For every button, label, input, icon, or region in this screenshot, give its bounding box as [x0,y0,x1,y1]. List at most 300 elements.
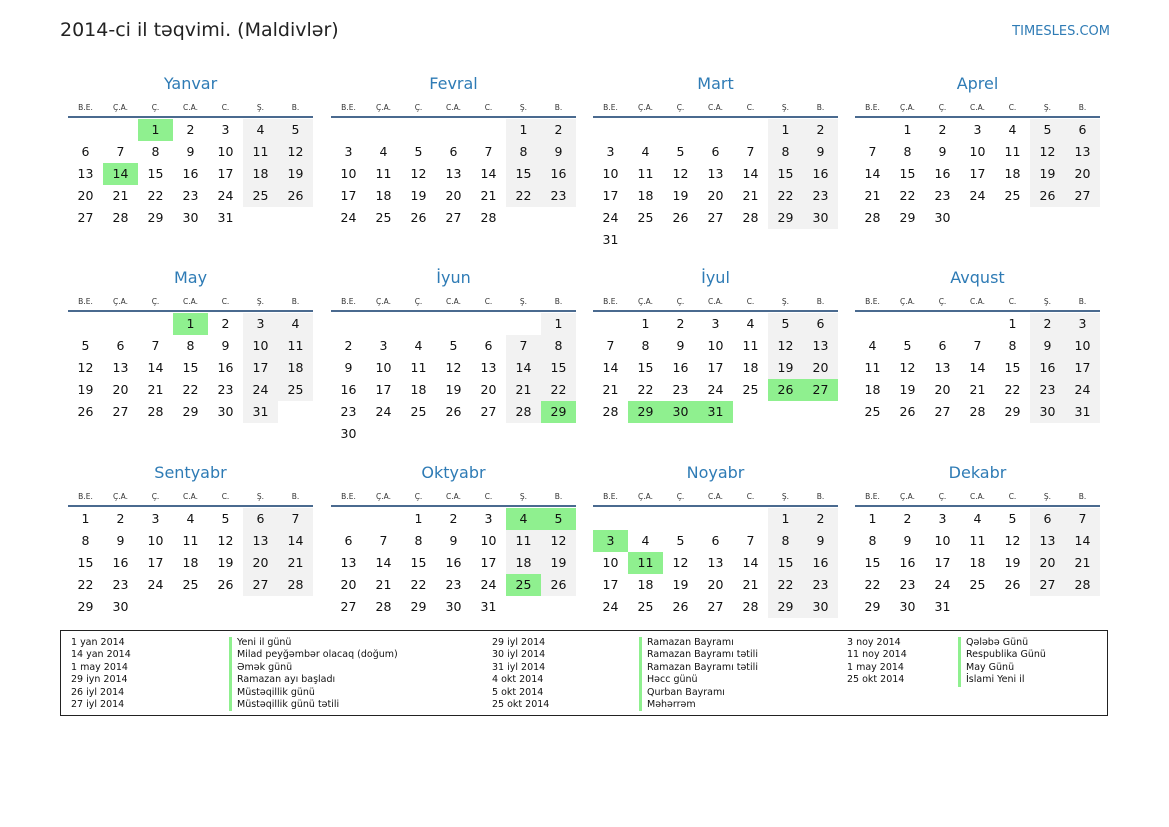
weekday-label: B.E. [865,103,880,112]
day-cell: 19 [1030,163,1065,185]
holiday-day: 14 [103,163,138,185]
empty-cell [331,313,366,335]
day-cell: 8 [414,533,423,548]
day-cell: 3 [151,511,160,526]
month-3 [593,74,838,251]
day-cell: 26 [899,404,916,419]
holiday-day: 11 [628,552,663,574]
day-cell: 18 [375,188,392,203]
day-cell: 14 [147,360,164,375]
empty-cell [698,508,733,530]
day-cell: 11 [375,166,392,181]
day-cell: 12 [899,360,916,375]
holiday-day: 1 [173,313,208,335]
day-cell: 23 [445,577,462,592]
day-cell: 3 [344,144,353,159]
day-cell: 4 [641,533,650,548]
day-cell: 8 [768,530,803,552]
day-cell: 21 [278,552,313,574]
day-cell: 25 [278,379,313,401]
day-cell: 14 [1065,530,1100,552]
weekday-label: C. [484,297,493,306]
weekday-label: B. [1078,297,1087,306]
day-cell: 7 [973,338,982,353]
day-cell: 13 [707,555,724,570]
day-cell: 11 [278,335,313,357]
legend-date: 14 yan 2014 [71,649,131,661]
day-cell: 22 [899,188,916,203]
day-cell: 12 [445,360,462,375]
weekday-header [331,489,576,507]
day-cell: 5 [1008,511,1017,526]
day-cell: 7 [278,508,313,530]
day-cell: 31 [602,232,619,247]
legend-holiday-name: Respublika Günü [966,649,1046,661]
day-cell: 22 [77,577,94,592]
day-cell: 18 [506,552,541,574]
day-cell: 4 [243,119,278,141]
day-cell: 9 [449,533,458,548]
day-cell: 12 [1030,141,1065,163]
day-cell: 4 [379,144,388,159]
day-cell: 8 [151,144,160,159]
day-cell: 28 [602,404,619,419]
day-cell: 9 [903,533,912,548]
day-cell: 4 [278,313,313,335]
day-cell: 14 [480,166,497,181]
day-cell: 8 [641,338,650,353]
legend-date: 27 iyl 2014 [71,698,125,710]
day-cell: 10 [480,533,497,548]
day-cell: 14 [278,530,313,552]
day-cell: 29 [899,210,916,225]
day-grid [68,313,313,423]
day-cell: 19 [672,577,689,592]
day-cell: 2 [116,511,125,526]
month-name: May [173,268,208,287]
day-cell: 25 [375,210,392,225]
day-cell: 28 [375,599,392,614]
day-cell: 15 [541,357,576,379]
day-cell: 15 [147,166,164,181]
day-cell: 17 [602,577,619,592]
day-cell: 15 [410,555,427,570]
weekday-label: C. [1008,297,1017,306]
day-cell: 29 [768,207,803,229]
day-cell: 13 [707,166,724,181]
day-cell: 18 [278,357,313,379]
day-cell: 28 [969,404,986,419]
day-cell: 14 [864,166,881,181]
weekday-label: Ç. [151,103,160,112]
weekday-label: C.A. [182,103,198,112]
month-name: Noyabr [686,463,745,482]
day-cell: 30 [340,426,357,441]
day-cell: 13 [243,530,278,552]
day-cell: 9 [1030,335,1065,357]
weekday-label: B.E. [78,103,93,112]
day-cell: 28 [742,599,759,614]
empty-cell [331,119,366,141]
day-cell: 21 [112,188,129,203]
day-cell: 27 [480,404,497,419]
day-cell: 28 [278,574,313,596]
empty-cell [68,313,103,335]
day-cell: 9 [541,141,576,163]
day-cell: 13 [1065,141,1100,163]
day-cell: 16 [541,163,576,185]
day-cell: 24 [217,188,234,203]
month-name: Oktyabr [421,463,486,482]
day-cell: 15 [77,555,94,570]
weekday-label: B.E. [341,492,356,501]
weekday-label: B.E. [865,492,880,501]
day-cell: 19 [768,357,803,379]
day-cell: 19 [899,382,916,397]
weekday-header [331,294,576,312]
day-cell: 1 [868,511,877,526]
empty-cell [663,508,698,530]
weekday-label: C. [746,103,755,112]
day-cell: 29 [768,596,803,618]
day-cell: 7 [606,338,615,353]
day-cell: 3 [938,511,947,526]
day-cell: 8 [868,533,877,548]
day-cell: 25 [1004,188,1021,203]
day-cell: 12 [217,533,234,548]
legend-holiday-name: Qələbə Günü [966,637,1029,648]
weekday-label: C.A. [969,103,985,112]
empty-cell [960,313,995,335]
day-cell: 15 [864,555,881,570]
weekday-label: B. [291,492,300,501]
empty-cell [366,508,401,530]
legend-date: 11 noy 2014 [847,649,907,661]
day-cell: 19 [410,188,427,203]
day-cell: 29 [410,599,427,614]
month-8 [855,268,1100,423]
day-cell: 3 [711,316,720,331]
day-cell: 29 [147,210,164,225]
day-cell: 7 [151,338,160,353]
day-cell: 12 [541,530,576,552]
day-cell: 21 [969,382,986,397]
holiday-day: 4 [506,508,541,530]
weekday-label: Ç. [414,492,423,501]
day-cell: 9 [116,533,125,548]
day-cell: 16 [899,555,916,570]
day-cell: 27 [340,599,357,614]
day-cell: 28 [480,210,497,225]
day-cell: 26 [410,210,427,225]
day-cell: 6 [81,144,90,159]
empty-cell [68,119,103,141]
holiday-day: 1 [138,119,173,141]
legend-date: 29 iyn 2014 [71,674,128,686]
legend-date: 25 okt 2014 [492,698,550,710]
site-link[interactable]: TIMESLES.COM [1012,24,1110,39]
legend-holiday-name: Ramazan ayı başladı [237,674,336,686]
day-cell: 11 [243,141,278,163]
day-cell: 21 [480,188,497,203]
month-2 [331,74,576,229]
day-cell: 8 [81,533,90,548]
day-cell: 23 [217,382,234,397]
day-cell: 23 [803,185,838,207]
month-12 [855,463,1100,618]
day-cell: 10 [340,166,357,181]
day-grid [855,119,1100,229]
day-cell: 24 [1065,379,1100,401]
legend-date: 3 noy 2014 [847,637,901,648]
day-cell: 17 [969,166,986,181]
day-cell: 9 [938,144,947,159]
day-cell: 19 [217,555,234,570]
day-cell: 13 [480,360,497,375]
day-cell: 4 [641,144,650,159]
day-cell: 1 [903,122,912,137]
day-cell: 25 [864,404,881,419]
weekday-label: Ş. [519,492,528,501]
day-cell: 5 [903,338,912,353]
day-cell: 5 [278,119,313,141]
month-9 [68,463,313,618]
holiday-day: 30 [663,401,698,423]
weekday-label: Ş. [256,297,265,306]
day-cell: 11 [506,530,541,552]
day-cell: 31 [217,210,234,225]
day-cell: 5 [221,511,230,526]
day-cell: 17 [480,555,497,570]
empty-cell [593,508,628,530]
day-cell: 20 [803,357,838,379]
day-cell: 9 [676,338,685,353]
month-7 [593,268,838,423]
weekday-label: B. [554,103,563,112]
day-cell: 6 [1065,119,1100,141]
day-cell: 5 [676,533,685,548]
day-cell: 16 [672,360,689,375]
weekday-header [855,100,1100,118]
day-cell: 19 [445,382,462,397]
day-cell: 26 [672,210,689,225]
day-cell: 29 [864,599,881,614]
day-cell: 30 [112,599,129,614]
empty-cell [855,313,890,335]
empty-cell [890,313,925,335]
legend-date: 4 okt 2014 [492,674,544,686]
month-name: Avqust [950,268,1005,287]
day-cell: 19 [541,552,576,574]
day-cell: 18 [182,555,199,570]
day-cell: 28 [1065,574,1100,596]
legend-holiday-name: Məhərrəm [647,698,696,710]
legend-date: 26 iyl 2014 [71,686,125,698]
legend-holiday-name: Milad peyğəmbər olacaq (doğum) [237,649,398,661]
day-cell: 20 [707,188,724,203]
weekday-label: C. [484,103,493,112]
day-cell: 2 [803,119,838,141]
day-cell: 24 [602,210,619,225]
day-cell: 7 [484,144,493,159]
day-cell: 3 [221,122,230,137]
day-cell: 16 [1030,357,1065,379]
day-cell: 23 [1030,379,1065,401]
day-cell: 27 [1065,185,1100,207]
weekday-label: Ş. [256,492,265,501]
legend-holiday-name: Əmək günü [237,661,293,673]
page-title: 2014-ci il təqvimi. (Maldivlər) [60,19,339,41]
legend-date-column [492,637,549,711]
day-cell: 12 [77,360,94,375]
day-cell: 16 [217,360,234,375]
day-cell: 14 [375,555,392,570]
day-cell: 23 [803,574,838,596]
holiday-day: 31 [698,401,733,423]
day-cell: 31 [480,599,497,614]
weekday-label: C. [221,103,230,112]
day-grid [855,313,1100,423]
legend-date: 30 iyl 2014 [492,649,546,661]
day-cell: 29 [182,404,199,419]
weekday-label: C.A. [969,492,985,501]
weekday-label: B. [816,103,825,112]
weekday-label: C.A. [445,297,461,306]
day-cell: 6 [938,338,947,353]
legend-date: 1 may 2014 [71,661,128,673]
day-cell: 22 [768,185,803,207]
weekday-label: C.A. [969,297,985,306]
day-cell: 20 [445,188,462,203]
day-cell: 19 [278,163,313,185]
empty-cell [698,119,733,141]
day-cell: 24 [934,577,951,592]
legend-holiday-name: Müstəqillik günü [237,686,315,698]
day-grid [593,508,838,618]
empty-cell [103,313,138,335]
weekday-header [593,100,838,118]
month-name: İyul [701,268,730,287]
day-cell: 14 [742,166,759,181]
day-cell: 23 [899,577,916,592]
day-grid [331,119,576,229]
day-cell: 2 [903,511,912,526]
month-5 [68,268,313,423]
weekday-label: B. [291,297,300,306]
legend-date-column [847,637,907,687]
day-cell: 30 [899,599,916,614]
weekday-label: Ç. [676,297,685,306]
day-cell: 10 [602,166,619,181]
weekday-label: C. [221,297,230,306]
day-cell: 13 [1030,530,1065,552]
day-cell: 18 [637,188,654,203]
weekday-header [593,489,838,507]
month-name: Yanvar [163,74,218,93]
legend-name-column [639,637,758,711]
day-cell: 7 [746,144,755,159]
empty-cell [436,313,471,335]
empty-cell [663,119,698,141]
day-cell: 6 [803,313,838,335]
day-cell: 20 [707,577,724,592]
day-cell: 20 [480,382,497,397]
day-cell: 2 [449,511,458,526]
day-cell: 21 [864,188,881,203]
day-cell: 6 [344,533,353,548]
day-grid [855,508,1100,618]
day-cell: 5 [449,338,458,353]
weekday-label: B.E. [865,297,880,306]
empty-cell [401,313,436,335]
weekday-label: Ç. [414,297,423,306]
legend-date: 29 iyl 2014 [492,637,546,648]
weekday-label: Ç.A. [375,492,391,501]
day-cell: 23 [112,577,129,592]
day-cell: 10 [375,360,392,375]
day-cell: 22 [506,185,541,207]
day-cell: 13 [340,555,357,570]
day-cell: 17 [340,188,357,203]
day-cell: 27 [112,404,129,419]
month-4 [855,74,1100,229]
weekday-label: Ç.A. [112,103,128,112]
day-cell: 8 [1008,338,1017,353]
weekday-label: C. [484,492,493,501]
day-cell: 27 [934,404,951,419]
day-cell: 10 [969,144,986,159]
weekday-label: Ş. [1043,492,1052,501]
day-cell: 4 [868,338,877,353]
day-grid [331,313,576,445]
day-cell: 7 [868,144,877,159]
day-cell: 11 [1004,144,1021,159]
legend-holiday-name: Yeni il günü [237,637,292,648]
day-cell: 28 [864,210,881,225]
day-grid [68,119,313,229]
day-cell: 15 [637,360,654,375]
legend-holiday-name: Müstəqillik günü tətili [237,698,340,710]
day-cell: 9 [221,338,230,353]
day-cell: 25 [243,185,278,207]
weekday-label: C.A. [707,297,723,306]
day-cell: 11 [410,360,427,375]
legend-holiday-name: Həcc günü [647,674,698,686]
day-cell: 2 [676,316,685,331]
weekday-label: C.A. [182,297,198,306]
day-cell: 5 [81,338,90,353]
day-cell: 16 [445,555,462,570]
month-name: Fevral [429,74,478,93]
weekday-label: B. [1078,492,1087,501]
day-cell: 18 [637,577,654,592]
day-cell: 20 [112,382,129,397]
holiday-day: 3 [593,530,628,552]
weekday-label: C.A. [445,492,461,501]
day-cell: 27 [243,574,278,596]
weekday-label: C.A. [707,492,723,501]
day-cell: 23 [340,404,357,419]
weekday-label: Ş. [781,492,790,501]
day-cell: 1 [1008,316,1017,331]
day-cell: 17 [707,360,724,375]
day-cell: 8 [903,144,912,159]
day-cell: 2 [1030,313,1065,335]
day-cell: 8 [768,141,803,163]
day-cell: 15 [1004,360,1021,375]
day-cell: 7 [746,533,755,548]
weekday-label: B. [554,492,563,501]
